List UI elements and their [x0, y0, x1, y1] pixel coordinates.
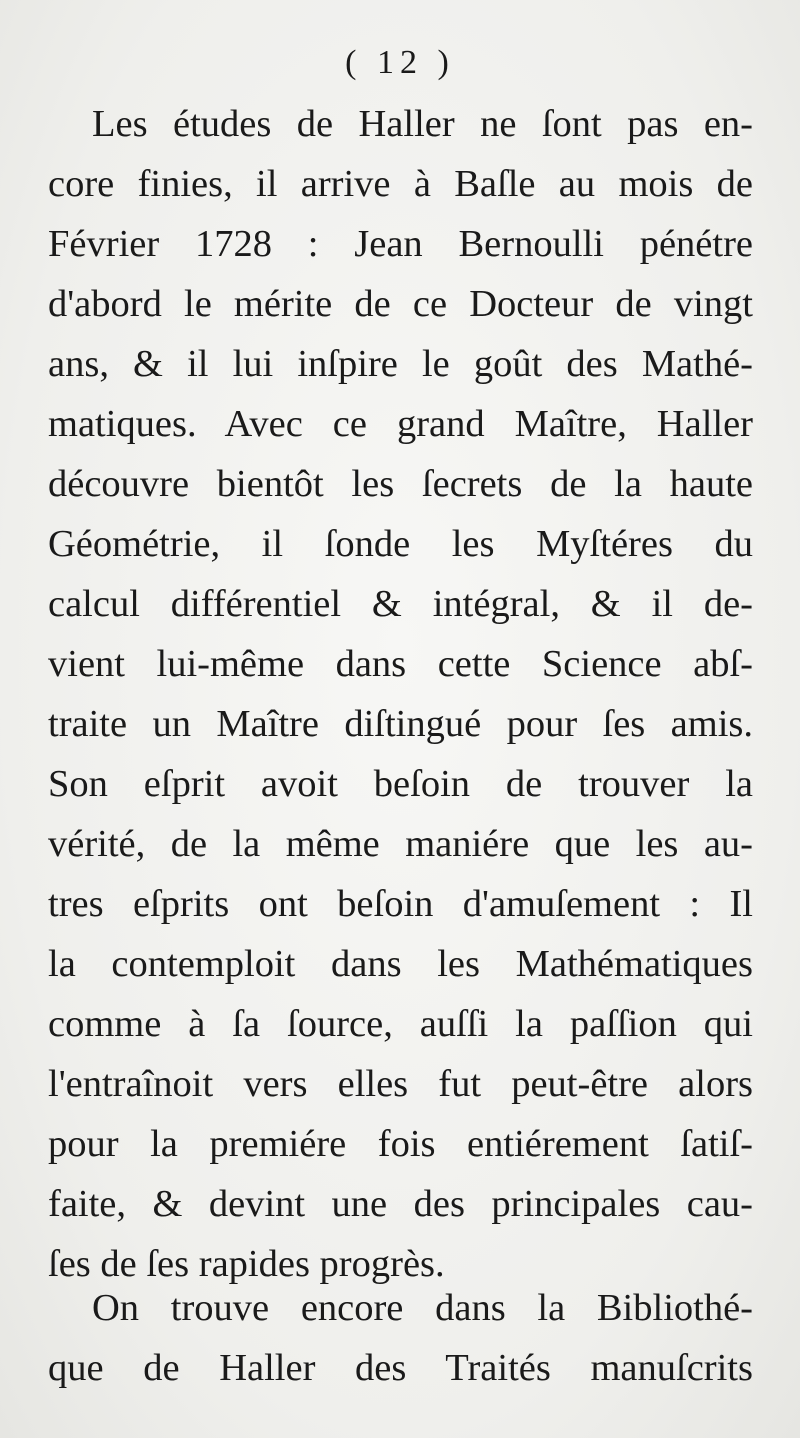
- paragraph-1: [48, 94, 753, 1294]
- text-line: faite, & devint une des principales cau-: [48, 1183, 753, 1225]
- text-line: vient lui-même dans cette Science abſ-: [48, 643, 753, 685]
- text-line: ſes de ſes rapides progrès.: [48, 1243, 445, 1285]
- text-line: ans, & il lui inſpire le goût des Mathé-: [48, 343, 753, 385]
- text-line: tres eſprits ont beſoin d'amuſement : Il: [48, 883, 753, 925]
- text-line: calcul différentiel & intégral, & il de-: [48, 583, 753, 625]
- text-line: la contemploit dans les Mathématiques: [48, 943, 753, 985]
- text-line: comme à ſa ſource, auſſi la paſſion qui: [48, 1003, 753, 1045]
- text-line: d'abord le mérite de ce Docteur de vingt: [48, 283, 753, 325]
- text-line: pour la premiére fois entiérement ſatiſ-: [48, 1123, 753, 1165]
- text-line: vérité, de la même maniére que les au-: [48, 823, 753, 865]
- text-line: Son eſprit avoit beſoin de trouver la: [48, 763, 753, 805]
- text-line: Février 1728 : Jean Bernoulli pénétre: [48, 223, 753, 265]
- text-line: Géométrie, il ſonde les Myſtéres du: [48, 523, 753, 565]
- text-line: que de Haller des Traités manuſcrits: [48, 1347, 753, 1389]
- paragraph-2: [48, 1278, 753, 1398]
- text-line: Les études de Haller ne ſont pas en-: [92, 103, 753, 145]
- page-number: ( 12 ): [345, 44, 455, 81]
- text-line: découvre bientôt les ſecrets de la haute: [48, 463, 753, 505]
- text-line: l'entraînoit vers elles fut peut-être alors: [48, 1063, 753, 1105]
- text-line: core finies, il arrive à Baſle au mois de: [48, 163, 753, 205]
- text-line: traite un Maître diſtingué pour ſes amis.: [48, 703, 753, 745]
- text-line: On trouve encore dans la Bibliothé-: [92, 1287, 753, 1329]
- text-line: matiques. Avec ce grand Maître, Haller: [48, 403, 753, 445]
